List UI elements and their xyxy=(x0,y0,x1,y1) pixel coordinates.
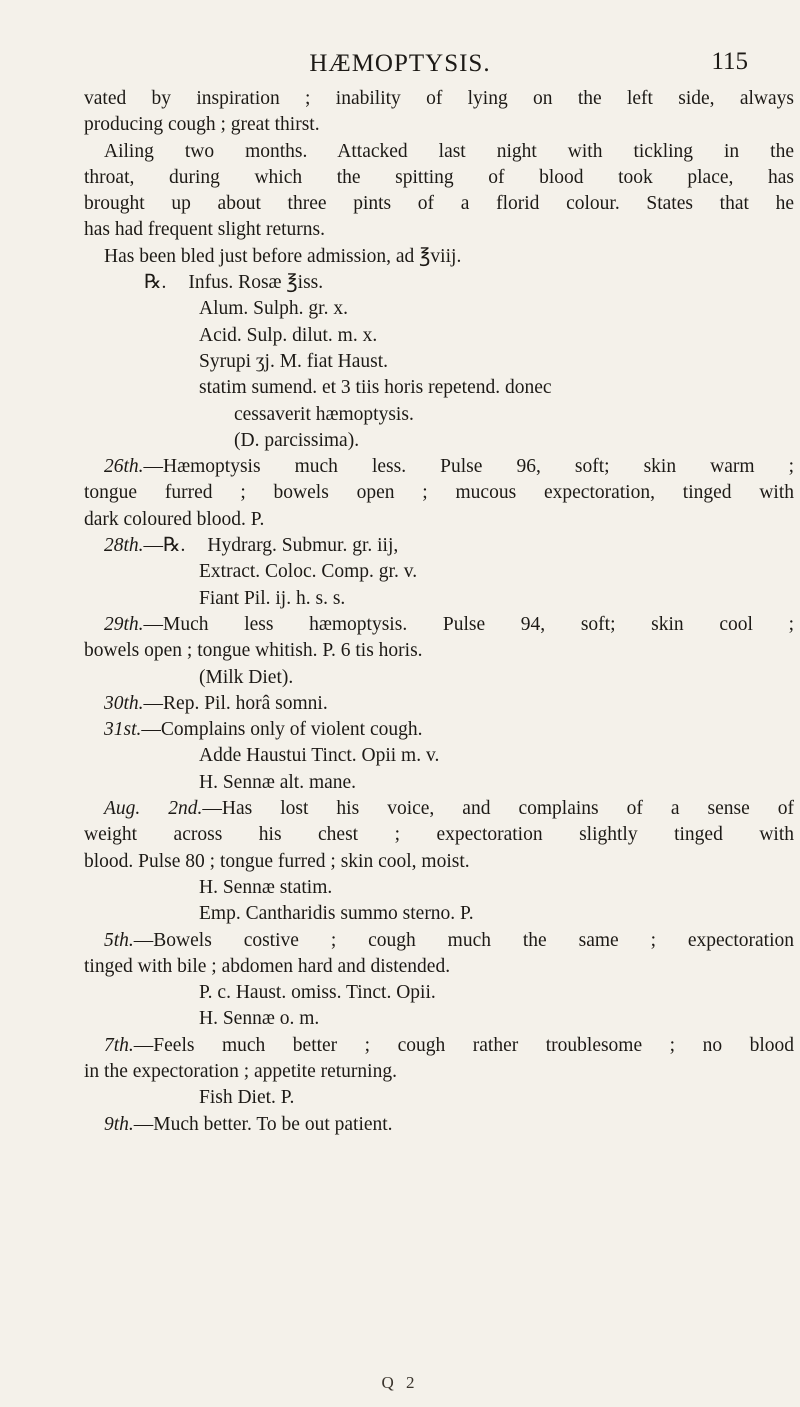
recipe-symbol: ℞. xyxy=(144,272,167,294)
prescription-line: Adde Haustui Tinct. Opii m. v. xyxy=(199,745,440,767)
entry-text: —Has lost his voice, and complains of a sense of xyxy=(202,798,794,820)
text-line: weight across his chest ; expectoration slightly tinged with xyxy=(84,824,794,846)
text-line: brought up about three pints of a florid colour. States that he xyxy=(84,193,794,215)
prescription-line: Acid. Sulp. dilut. m. x. xyxy=(199,324,378,346)
entry-text: —Feels much better ; cough rather troublesome ; no blood xyxy=(133,1034,794,1056)
dated-entry xyxy=(84,1033,794,1059)
prescription-line xyxy=(84,270,794,296)
page-number: 115 xyxy=(711,48,748,75)
entry-date: Aug. 2nd. xyxy=(104,798,203,820)
entry-date: 7th. xyxy=(104,1034,134,1056)
diet-line: (Milk Diet). xyxy=(199,666,294,688)
dated-entry xyxy=(84,454,794,480)
prescription-line: cessaverit hæmoptysis. xyxy=(234,403,414,425)
entry-text: —Hæmoptysis much less. Pulse 96, soft; skin warm ; xyxy=(143,456,794,478)
text-line: in the expectoration ; appetite returning. xyxy=(84,1060,397,1082)
entry-date: 9th. xyxy=(104,1113,134,1135)
page-header xyxy=(0,44,800,84)
prescription-item: Hydrarg. Submur. gr. iij, xyxy=(207,535,399,557)
prescription-line: H. Sennæ o. m. xyxy=(199,1008,320,1030)
text-line: producing cough ; great thirst. xyxy=(84,114,320,136)
prescription-line: H. Sennæ alt. mane. xyxy=(199,771,357,793)
text-line: vated by inspiration ; inability of lying on the left side, always xyxy=(84,88,794,109)
prescription-line: P. c. Haust. omiss. Tinct. Opii. xyxy=(199,982,436,1004)
running-title: HÆMOPTYSIS. xyxy=(309,50,491,77)
entry-text: —Much better. To be out patient. xyxy=(133,1113,393,1135)
recipe-symbol: —℞. xyxy=(143,535,186,557)
text-line: throat, during which the spitting of blood took place, has xyxy=(84,166,794,188)
entry-text: —Rep. Pil. horâ somni. xyxy=(143,692,328,714)
dated-entry xyxy=(84,533,794,559)
text-line: dark coloured blood. P. xyxy=(84,508,265,530)
text-line: Has been bled just before admission, ad ℥viij. xyxy=(104,245,462,267)
text-line: blood. Pulse 80 ; tongue furred ; skin cool, moist. xyxy=(84,850,470,872)
entry-date: 30th. xyxy=(104,692,144,714)
dated-entry xyxy=(84,1112,794,1138)
entry-text: —Complains only of violent cough. xyxy=(141,719,423,741)
text-line: Ailing two months. Attacked last night with tickling in the xyxy=(104,140,794,162)
text-line: bowels open ; tongue whitish. P. 6 tis horis. xyxy=(84,640,423,662)
prescription-line: Fiant Pil. ij. h. s. s. xyxy=(199,587,346,609)
prescription-line: Syrupi ʒj. M. fiat Haust. xyxy=(199,350,389,372)
prescription-line: (D. parcissima). xyxy=(234,429,360,451)
entry-text: —Bowels costive ; cough much the same ; expectoration xyxy=(133,929,794,951)
prescription-line: Extract. Coloc. Comp. gr. v. xyxy=(199,561,418,583)
entry-date: 31st. xyxy=(104,719,142,741)
prescription-item: Infus. Rosæ ℥iss. xyxy=(188,272,324,294)
dated-entry xyxy=(84,796,794,822)
prescription-line: Emp. Cantharidis summo sterno. P. xyxy=(199,903,474,925)
entry-date: 5th. xyxy=(104,929,134,951)
dated-entry xyxy=(84,612,794,638)
prescription-line: statim sumend. et 3 tiis horis repetend. donec xyxy=(199,377,552,399)
prescription-line: Alum. Sulph. gr. x. xyxy=(199,298,348,320)
dated-entry xyxy=(84,691,794,717)
entry-date: 28th. xyxy=(104,535,144,557)
entry-text: —Much less hæmoptysis. Pulse 94, soft; skin cool ; xyxy=(143,613,794,635)
dated-entry xyxy=(84,928,794,954)
text-line: tongue furred ; bowels open ; mucous expectoration, tinged with xyxy=(84,482,794,504)
prescription-line: H. Sennæ statim. xyxy=(199,876,333,898)
diet-line: Fish Diet. P. xyxy=(199,1087,295,1109)
dated-entry xyxy=(84,717,794,743)
case-notes xyxy=(84,86,794,1138)
entry-date: 29th. xyxy=(104,613,144,635)
text-line: tinged with bile ; abdomen hard and distended. xyxy=(84,955,451,977)
text-line: has had frequent slight returns. xyxy=(84,219,325,241)
entry-date: 26th. xyxy=(104,456,144,478)
signature-mark: Q 2 xyxy=(381,1373,419,1392)
